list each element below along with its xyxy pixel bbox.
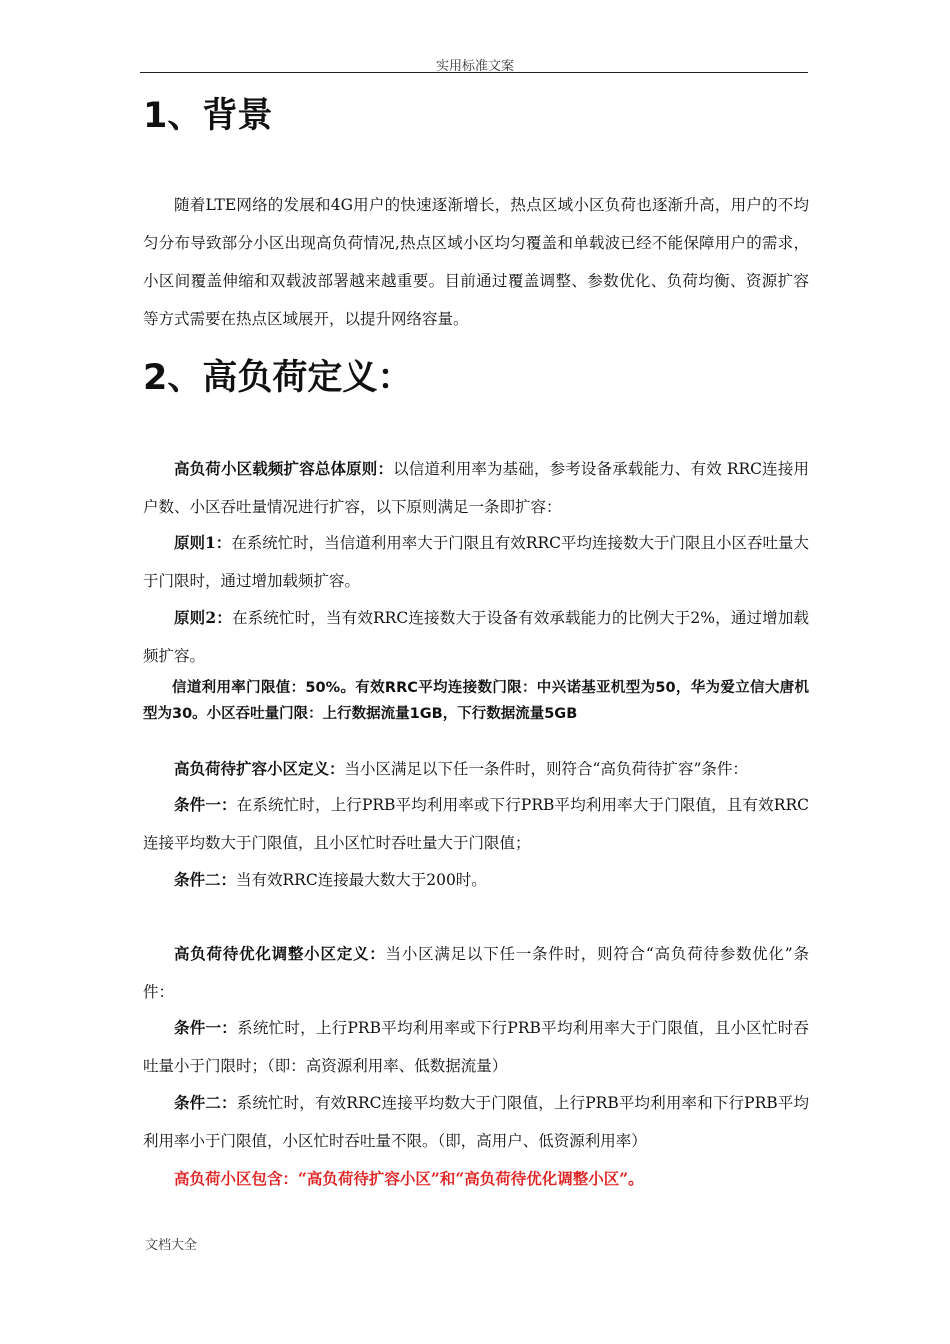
principle-label: 高负荷小区载频扩容总体原则： (174, 459, 394, 478)
optimize-definition-text: 当小区满足以下任一条件时，则符合“高负荷待参数优化”条件： (143, 945, 809, 1001)
expand-definition-label: 高负荷待扩容小区定义： (174, 759, 345, 778)
rule2-paragraph (143, 599, 809, 675)
optimize-definition-label: 高负荷待优化调整小区定义： (174, 944, 386, 963)
optimize-definition-paragraph (143, 935, 809, 1011)
principle-paragraph (143, 450, 809, 526)
section-heading-definition: 2、高负荷定义： (143, 358, 413, 398)
page-footer: 文档大全 (145, 1238, 198, 1253)
principle-text: 以信道利用率为基础，参考设备承载能力、有效 RRC连接用户数、小区吞吐量情况进行扩容，以下原则满足一条即扩容： (143, 460, 809, 516)
expand-definition-text: 当小区满足以下任一条件时，则符合“高负荷待扩容”条件： (344, 760, 748, 778)
optimize-condition2-text: 系统忙时，有效RRC连接平均数大于门限值，上行PRB平均利用率和下行PRB平均利用率小于门限值，小区忙时吞吐量不限。（即，高用户、低资源利用率） (143, 1094, 809, 1150)
thresholds-paragraph: 信道利用率门限值：50%。有效RRC平均连接数门限：中兴诺基亚机型为50，华为爱立信大唐机型为30。小区吞吐量门限：上行数据流量1GB，下行数据流量5GB (143, 680, 809, 722)
expand-definition-paragraph (143, 750, 809, 788)
optimize-condition1-paragraph (143, 1009, 809, 1085)
background-paragraph: 随着LTE网络的发展和4G用户的快速逐渐增长，热点区域小区负荷也逐渐升高，用户的不均匀分布导致部分小区出现高负荷情况,热点区域小区均匀覆盖和单载波已经不能保障用户的需求，小区间覆盖伸缩和双载波部署越来越重要。目前通过覆盖调整、参数优化、负荷均衡、资源扩容等方式需要在热点区域展开，以提升网络容量。 (143, 196, 809, 328)
expand-condition2-label: 条件二： (174, 870, 237, 889)
rule2-label: 原则2： (174, 608, 232, 627)
optimize-condition1-text: 系统忙时，上行PRB平均利用率或下行PRB平均利用率大于门限值，且小区忙时吞吐量小于门限时；（即：高资源利用率、低数据流量） (143, 1019, 809, 1075)
page-header: 实用标准文案 (435, 59, 514, 74)
rule1-paragraph (143, 524, 809, 600)
expand-condition2-paragraph (143, 861, 809, 899)
section-heading-background: 1、背景 (143, 96, 273, 136)
expand-condition1-paragraph (143, 786, 809, 862)
expand-condition1-text: 在系统忙时，上行PRB平均利用率或下行PRB平均利用率大于门限值，且有效RRC连接平均数大于门限值，且小区忙时吞吐量大于门限值； (143, 796, 809, 852)
expand-condition2-text: 当有效RRC连接最大数大于200时。 (236, 871, 487, 889)
rule1-label: 原则1： (174, 533, 232, 552)
summary-highlight: 高负荷小区包含：“高负荷待扩容小区”和“高负荷待优化调整小区”。 (174, 1169, 644, 1188)
optimize-condition2-paragraph (143, 1084, 809, 1160)
rule1-text: 在系统忙时，当信道利用率大于门限且有效RRC平均连接数大于门限且小区吞吐量大于门限时，通过增加载频扩容。 (143, 534, 809, 590)
rule2-text: 在系统忙时，当有效RRC连接数大于设备有效承载能力的比例大于2%，通过增加载频扩容。 (143, 609, 809, 665)
header-divider (140, 72, 808, 73)
optimize-condition1-label: 条件一： (174, 1018, 238, 1037)
optimize-condition2-label: 条件二： (174, 1093, 237, 1112)
expand-condition1-label: 条件一： (174, 795, 237, 814)
